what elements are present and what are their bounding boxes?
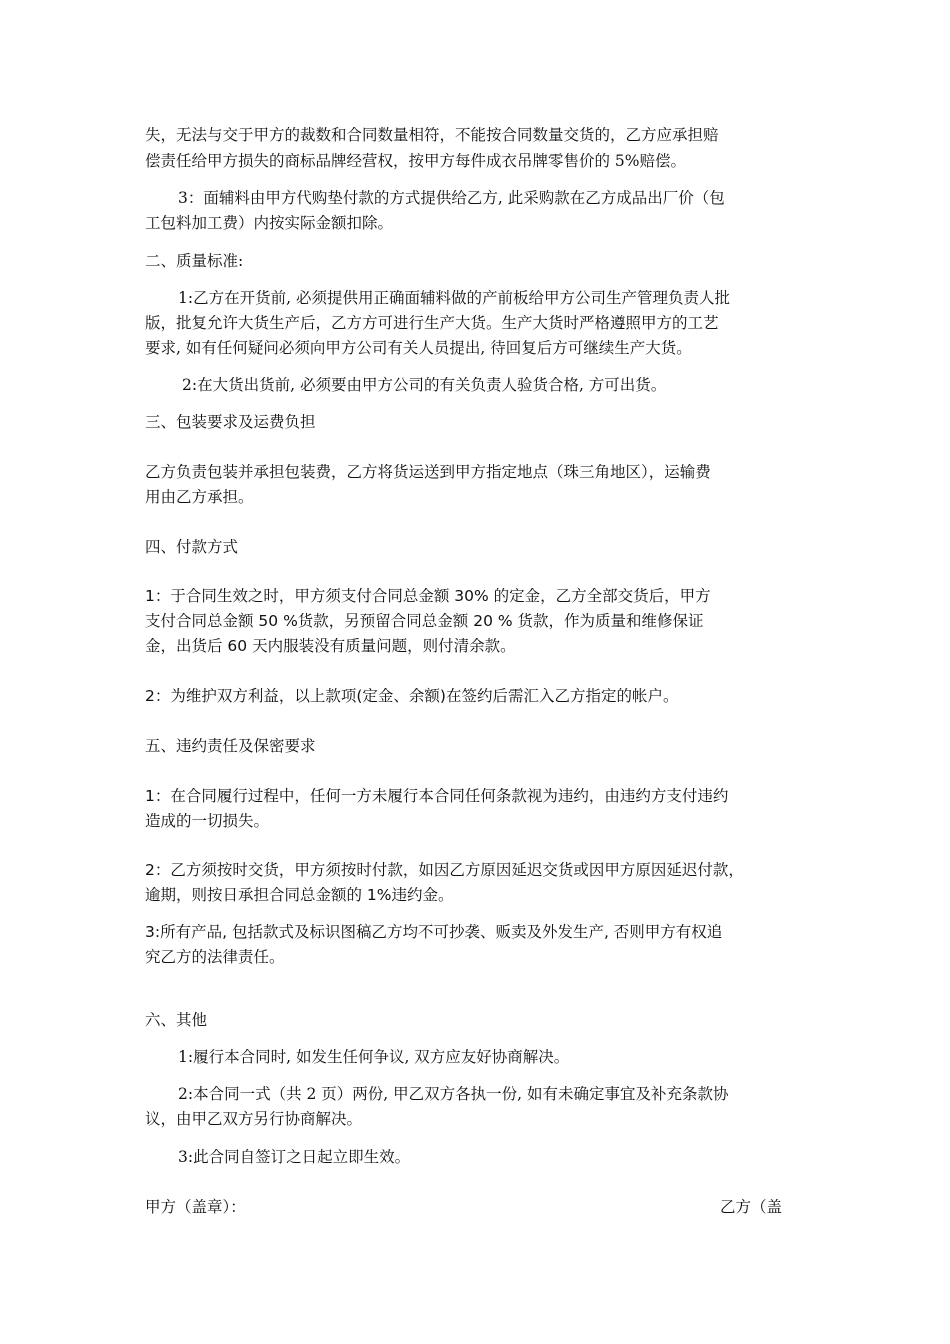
paragraph-line: 3:所有产品, 包括款式及标识图稿乙方均不可抄袭、贩卖及外发生产, 否则甲方有权追	[145, 923, 723, 941]
section-heading: 六、其他	[145, 1011, 208, 1029]
paragraph-line: 失，无法与交于甲方的裁数和合同数量相符，不能按合同数量交货的，乙方应承担赔	[145, 126, 719, 144]
paragraph-line: 议，由甲乙双方另行协商解决。	[145, 1110, 363, 1128]
section-heading: 二、质量标准:	[145, 252, 244, 270]
paragraph-line: 造成的一切损失。	[145, 812, 270, 830]
paragraph-line: 版，批复允许大货生产后，乙方方可进行生产大货。生产大货时严格遵照甲方的工艺	[145, 314, 719, 332]
paragraph-line: 2:在大货出货前, 必须要由甲方公司的有关负责人验货合格, 方可出货。	[182, 376, 667, 394]
paragraph-line: 金，出货后 60 天内服装没有质量问题，则付清余款。	[145, 637, 516, 655]
paragraph-line: 逾期，则按日承担合同总金额的 1%违约金。	[145, 886, 454, 904]
paragraph-line: 1:乙方在开货前, 必须提供用正确面辅料做的产前板给甲方公司生产管理负责人批	[178, 289, 730, 307]
paragraph-line: 3：面辅料由甲方代购垫付款的方式提供给乙方, 此采购款在乙方成品出厂价（包	[178, 189, 725, 207]
paragraph-line: 究乙方的法律责任。	[145, 948, 285, 966]
paragraph-line: 用由乙方承担。	[145, 488, 254, 506]
paragraph-line: 支付合同总金额 50 %货款，另预留合同总金额 20 % 货款，作为质量和维修保证	[145, 612, 704, 630]
section-heading: 四、付款方式	[145, 538, 239, 556]
paragraph-line: 2：为维护双方利益，以上款项(定金、余额)在签约后需汇入乙方指定的帐户。	[145, 687, 679, 705]
paragraph-line: 2：乙方须按时交货，甲方须按时付款，如因乙方原因延迟交货或因甲方原因延迟付款，	[145, 861, 744, 879]
paragraph-line: 1：在合同履行过程中，任何一方未履行本合同任何条款视为违约，由违约方支付违约	[145, 787, 729, 805]
paragraph-line: 2:本合同一式（共 2 页）两份, 甲乙双方各执一份, 如有未确定事宜及补充条款协	[178, 1085, 729, 1103]
party-a-signature: 甲方（盖章）：	[145, 1198, 246, 1216]
paragraph-line: 乙方负责包装并承担包装费，乙方将货运送到甲方指定地点（珠三角地区），运输费	[145, 463, 711, 481]
paragraph-line: 1:履行本合同时, 如发生任何争议, 双方应友好协商解决。	[178, 1048, 570, 1066]
paragraph-line: 偿责任给甲方损失的商标品牌经营权，按甲方每件成衣吊牌零售价的 5%赔偿。	[145, 152, 687, 170]
section-heading: 五、违约责任及保密要求	[145, 737, 316, 755]
party-b-signature: 乙方（盖	[720, 1198, 783, 1216]
paragraph-line: 要求, 如有任何疑问必须向甲方公司有关人员提出, 待回复后方可继续生产大货。	[145, 339, 692, 357]
paragraph-line: 3:此合同自签订之日起立即生效。	[178, 1148, 411, 1166]
paragraph-line: 工包料加工费）内按实际金额扣除。	[145, 214, 394, 232]
section-heading: 三、包装要求及运费负担	[145, 413, 316, 431]
paragraph-line: 1：于合同生效之时，甲方须支付合同总金额 30% 的定金，乙方全部交货后，甲方	[145, 587, 711, 605]
